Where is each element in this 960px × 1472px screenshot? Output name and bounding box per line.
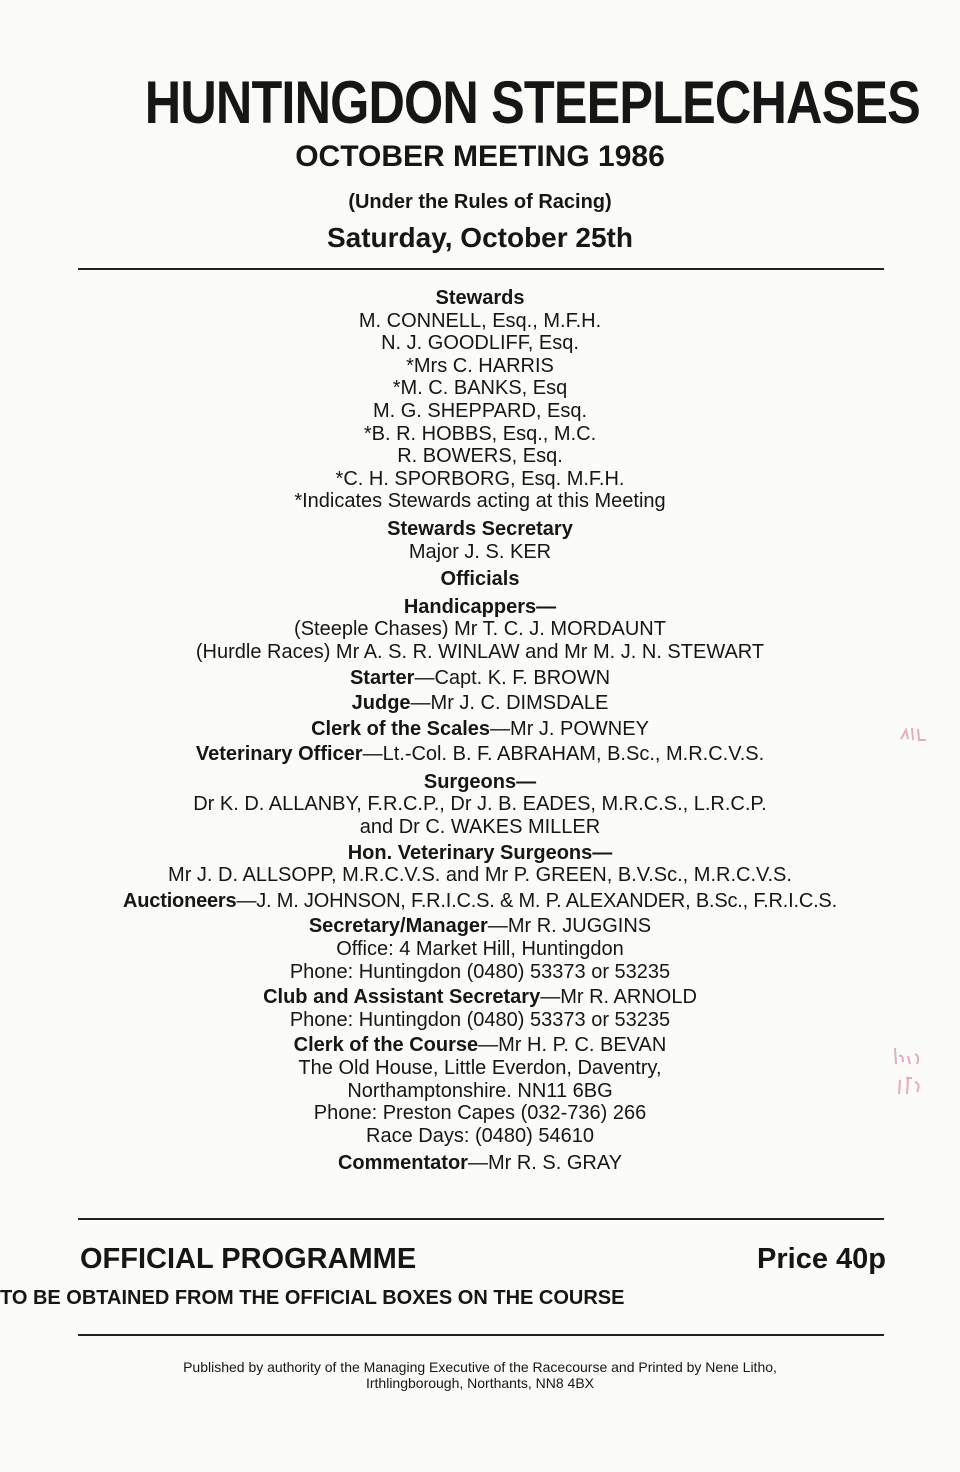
publisher-line: Published by authority of the Managing Executive of the Racecourse and Printed by Nene Litho, [183, 1359, 777, 1375]
club-secretary-detail: Phone: Huntingdon (0480) 53373 or 53235 [289, 1008, 671, 1031]
stewards-secretary-heading: Stewards Secretary [387, 517, 573, 540]
steward-name: M. CONNELL, Esq., M.F.H. [358, 309, 602, 332]
stewards-heading: Stewards [435, 287, 525, 309]
starter-label: Starter [349, 666, 415, 689]
auctioneers-value: —J. M. JOHNSON, F.R.I.C.S. & M. P. ALEXANDER, B.Sc., F.R.I.C.S. [236, 889, 837, 912]
clerk-course-detail: Phone: Preston Capes (032-736) 266 [313, 1102, 647, 1125]
clerk-course-line [60, 1034, 900, 1057]
programme-label: OFFICIAL PROGRAMME [80, 1243, 417, 1275]
steward-name: *B. R. HOBBS, Esq., M.C. [363, 422, 597, 445]
clerk-course-detail: The Old House, Little Everdon, Daventry, [298, 1057, 662, 1079]
officials-list [60, 287, 900, 1175]
bottom-divider [78, 1334, 884, 1336]
vet-officer-label: Veterinary Officer [195, 743, 363, 766]
auctioneers-line [60, 890, 900, 913]
steward-name: M. G. SHEPPARD, Esq. [372, 399, 588, 422]
mid-divider [78, 1218, 884, 1220]
handicapper-line: (Hurdle Races) Mr A. S. R. WINLAW and Mr M. J. N. STEWART [195, 640, 765, 663]
clerk-scales-value: —Mr J. POWNEY [490, 717, 649, 740]
hon-vet-line: Mr J. D. ALLSOPP, M.R.C.V.S. and Mr P. GREEN, B.V.Sc., M.R.C.V.S. [168, 864, 792, 887]
vet-officer-line [60, 743, 900, 766]
surgeons-line: and Dr C. WAKES MILLER [359, 816, 601, 839]
clerk-course-detail: Northamptonshire. NN11 6BG [347, 1079, 613, 1102]
vet-officer-value: —Lt.-Col. B. F. ABRAHAM, B.Sc., M.R.C.V.S. [362, 743, 765, 766]
officials-heading: Officials [440, 568, 520, 591]
stewards-secretary-name: Major J. S. KER [408, 540, 552, 563]
club-secretary-line [60, 986, 900, 1009]
surgeons-heading: Surgeons— [423, 770, 537, 793]
top-divider [78, 268, 884, 270]
hon-vet-heading: Hon. Veterinary Surgeons— [347, 841, 613, 864]
judge-label: Judge [351, 692, 411, 715]
steward-name: *M. C. BANKS, Esq [392, 377, 568, 400]
clerk-course-label: Clerk of the Course [293, 1034, 479, 1057]
clerk-course-value: —Mr H. P. C. BEVAN [478, 1034, 667, 1057]
commentator-line [60, 1152, 900, 1175]
starter-line [60, 667, 900, 690]
surgeons-line: Dr K. D. ALLANBY, F.R.C.P., Dr J. B. EADES, M.R.C.S., L.R.C.P. [193, 793, 767, 816]
handicapper-line: (Steeple Chases) Mr T. C. J. MORDAUNT [294, 618, 666, 641]
meeting-date: Saturday, October 25th [326, 222, 633, 253]
meeting-title: OCTOBER MEETING 1986 [295, 140, 665, 173]
club-secretary-value: —Mr R. ARNOLD [540, 986, 697, 1009]
steward-name: N. J. GOODLIFF, Esq. [381, 332, 579, 355]
commentator-value: —Mr R. S. GRAY [467, 1152, 623, 1175]
clerk-course-detail: Race Days: (0480) 54610 [366, 1124, 594, 1147]
judge-value: —Mr J. C. DIMSDALE [410, 692, 609, 715]
publisher-line: Irthlingborough, Northants, NN8 4BX [365, 1375, 594, 1391]
pencil-mark-icon [898, 724, 932, 744]
secretary-detail: Phone: Huntingdon (0480) 53373 or 53235 [289, 960, 671, 983]
clerk-scales-line [60, 718, 900, 741]
clerk-scales-label: Clerk of the Scales [311, 717, 491, 740]
obtain-note: TO BE OBTAINED FROM THE OFFICIAL BOXES ON THE COURSE [0, 1287, 625, 1309]
publisher-note [60, 1359, 900, 1391]
secretary-line [60, 915, 900, 938]
steward-name: *C. H. SPORBORG, Esq. M.F.H. [335, 467, 625, 490]
secretary-label: Secretary/Manager [308, 915, 488, 938]
price-label: Price 40p [757, 1243, 886, 1275]
page-title: HUNTINGDON STEEPLECHASES [144, 69, 920, 136]
steward-name: *Mrs C. HARRIS [406, 354, 554, 377]
pencil-mark-icon [890, 1042, 930, 1104]
commentator-label: Commentator [337, 1152, 468, 1175]
handicappers-heading: Handicappers— [403, 595, 557, 618]
steward-name: R. BOWERS, Esq. [397, 445, 563, 468]
rules-note: (Under the Rules of Racing) [348, 191, 612, 213]
secretary-detail: Office: 4 Market Hill, Huntingdon [336, 938, 624, 961]
starter-value: —Capt. K. F. BROWN [414, 666, 611, 689]
secretary-value: —Mr R. JUGGINS [487, 915, 652, 938]
stewards-note: *Indicates Stewards acting at this Meeting [294, 490, 666, 513]
club-secretary-label: Club and Assistant Secretary [263, 986, 541, 1009]
judge-line [60, 692, 900, 715]
auctioneers-label: Auctioneers [123, 889, 237, 912]
